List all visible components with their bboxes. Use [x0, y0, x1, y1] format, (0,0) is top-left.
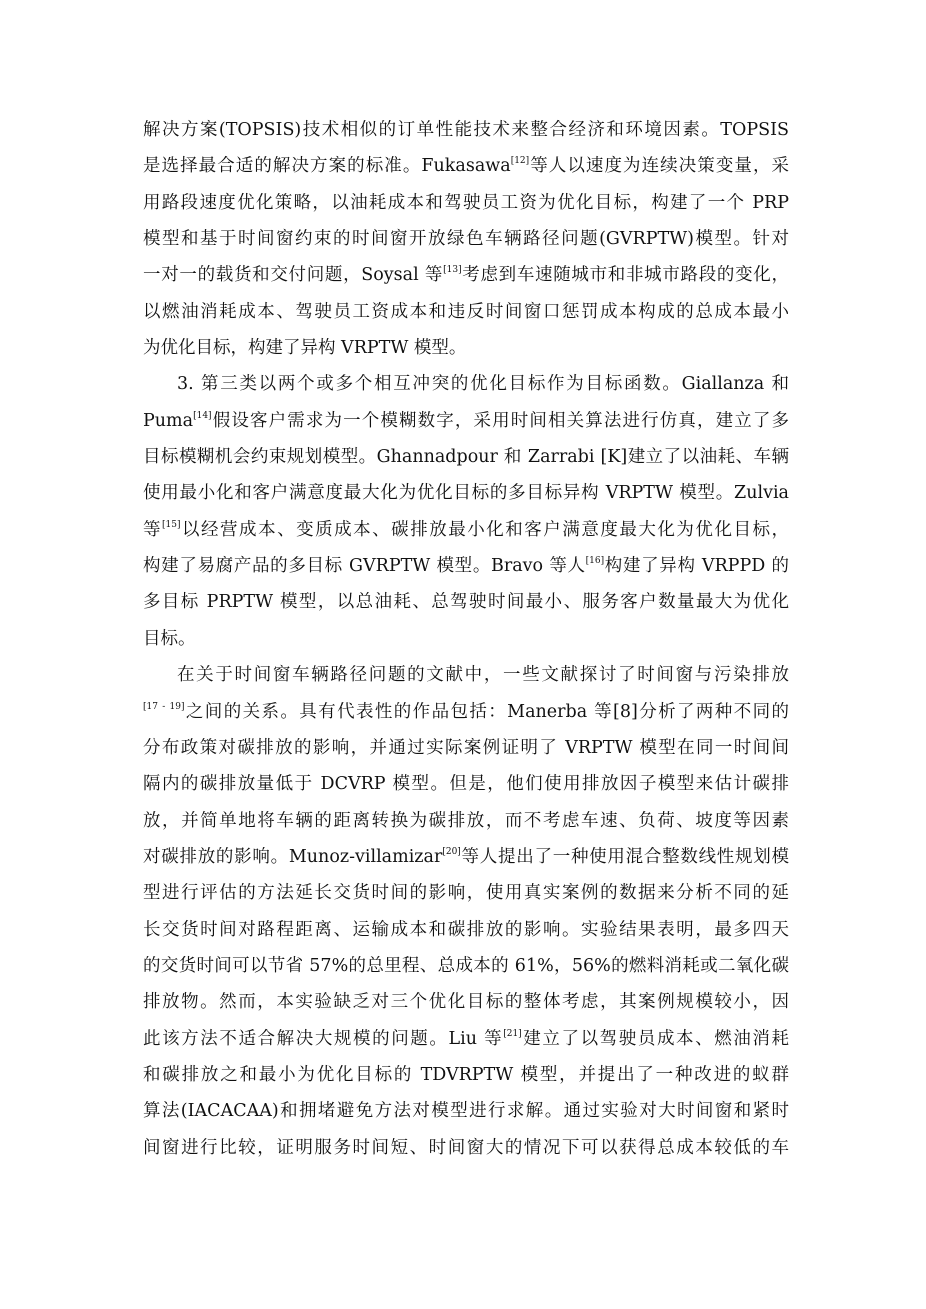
text-line: [143, 512, 789, 548]
text-line: [143, 1057, 789, 1093]
text-line: [143, 475, 789, 511]
citation-marker: [12]: [510, 156, 530, 167]
text-line: [143, 366, 789, 402]
text-run: 是选择最合适的解决方案的标准。Fukasawa: [143, 156, 511, 177]
text-run: 构建了异构 VRPPD 的: [604, 556, 789, 577]
text-line: [143, 148, 789, 184]
text-line: [143, 439, 789, 475]
text-run: 长交货时间对路程距离、运输成本和碳排放的影响。实验结果表明，最多四天: [143, 919, 789, 940]
text-line: [143, 257, 789, 293]
text-run: 目标模糊机会约束规划模型。Ghannadpour 和 Zarrabi [K]建立了以油耗、车辆: [143, 447, 789, 468]
text-run: 型进行评估的方法延长交货时间的影响，使用真实案例的数据来分析不同的延: [143, 883, 789, 904]
text-run: 等人提出了一种使用混合整数线性规划模: [460, 846, 790, 867]
text-line: [143, 294, 789, 330]
text-line: [143, 330, 789, 366]
text-run: 在关于时间窗车辆路径问题的文献中，一些文献探讨了时间窗与污染排放: [177, 665, 789, 686]
text-run: 建立了以驾驶员成本、燃油消耗: [521, 1028, 789, 1049]
text-run: 分布政策对碳排放的影响，并通过实际案例证明了 VRPTW 模型在同一时间间: [143, 737, 789, 758]
text-run: 等: [143, 519, 163, 540]
text-line: [143, 694, 789, 730]
text-run: 隔内的碳排放量低于 DCVRP 模型。但是，他们使用排放因子模型来估计碳排: [143, 774, 789, 795]
text-run: 排放物。然而，本实验缺乏对三个优化目标的整体考虑，其案例规模较小，因: [143, 992, 789, 1013]
text-line: [143, 839, 789, 875]
text-line: [143, 912, 789, 948]
text-line: [143, 730, 789, 766]
citation-marker: [14]: [193, 410, 212, 421]
text-line: [143, 1021, 789, 1057]
text-line: [143, 1093, 789, 1129]
citation-marker: [15]: [162, 519, 181, 530]
citation-marker: [20]: [442, 846, 461, 857]
text-run: Puma: [143, 410, 194, 431]
body-text: [143, 112, 789, 1166]
text-run: 之间的关系。具有代表性的作品包括：Manerba 等[8]分析了两种不同的: [184, 701, 789, 722]
text-line: [143, 584, 789, 620]
text-line: [143, 112, 789, 148]
text-run: 一对一的载货和交付问题，Soysal 等: [143, 265, 444, 286]
text-run: 此该方法不适合解决大规模的问题。Liu 等: [143, 1028, 504, 1049]
citation-marker: [16]: [585, 556, 605, 567]
text-run: 解决方案(TOPSIS)技术相似的订单性能技术来整合经济和环境因素。TOPSIS: [143, 120, 789, 140]
text-run: 为优化目标，构建了异构 VRPTW 模型。: [143, 338, 467, 359]
text-run: 放，并简单地将车辆的距离转换为碳排放，而不考虑车速、负荷、坡度等因素: [143, 810, 789, 831]
text-run: 构建了易腐产品的多目标 GVRPTW 模型。Bravo 等人: [143, 556, 586, 577]
text-line: [143, 948, 789, 984]
text-run: 间窗进行比较，证明服务时间短、时间窗大的情况下可以获得总成本较低的车: [143, 1137, 789, 1158]
text-line: [143, 875, 789, 911]
text-run: 3. 第三类以两个或多个相互冲突的优化目标作为目标函数。Giallanza 和: [177, 374, 789, 395]
text-line: [143, 621, 789, 657]
citation-marker: [21]: [503, 1028, 522, 1039]
citation-marker: [13]: [443, 265, 462, 276]
text-run: 算法(IACACAA)和拥堵避免方法对模型进行求解。通过实验对大时间窗和紧时: [143, 1101, 789, 1122]
text-run: 用路段速度优化策略，以油耗成本和驾驶员工资为优化目标，构建了一个 PRP: [143, 192, 789, 213]
text-line: [143, 803, 789, 839]
text-line: [143, 548, 789, 584]
text-line: [143, 984, 789, 1020]
text-line: [143, 403, 789, 439]
text-run: 以经营成本、变质成本、碳排放最小化和客户满意度最大化为优化目标，: [180, 519, 789, 540]
text-run: 考虑到车速随城市和非城市路段的变化，: [461, 265, 790, 286]
text-line: [143, 185, 789, 221]
text-run: 的交货时间可以节省 57%的总里程、总成本的 61%，56%的燃料消耗或二氧化碳: [143, 955, 789, 976]
text-line: [143, 221, 789, 257]
citation-marker: [17 - 19]: [143, 701, 185, 712]
text-run: 假设客户需求为一个模糊数字，采用时间相关算法进行仿真，建立了多: [211, 410, 789, 431]
text-run: 对碳排放的影响。Munoz-villamizar: [143, 846, 443, 867]
text-line: [143, 657, 789, 693]
text-run: 模型和基于时间窗约束的时间窗开放绿色车辆路径问题(GVRPTW)模型。针对: [143, 229, 789, 250]
text-line: [143, 766, 789, 802]
text-run: 多目标 PRPTW 模型，以总油耗、总驾驶时间最小、服务客户数量最大为优化: [143, 592, 789, 613]
text-run: 目标。: [143, 628, 196, 649]
text-line: [143, 1130, 789, 1166]
text-run: 等人以速度为连续决策变量，采: [529, 156, 790, 177]
text-run: 和碳排放之和最小为优化目标的 TDVRPTW 模型，并提出了一种改进的蚁群: [143, 1064, 789, 1085]
text-run: 以燃油消耗成本、驾驶员工资成本和违反时间窗口惩罚成本构成的总成本最小: [143, 301, 789, 322]
text-run: 使用最小化和客户满意度最大化为优化目标的多目标异构 VRPTW 模型。Zulvia: [143, 483, 789, 504]
